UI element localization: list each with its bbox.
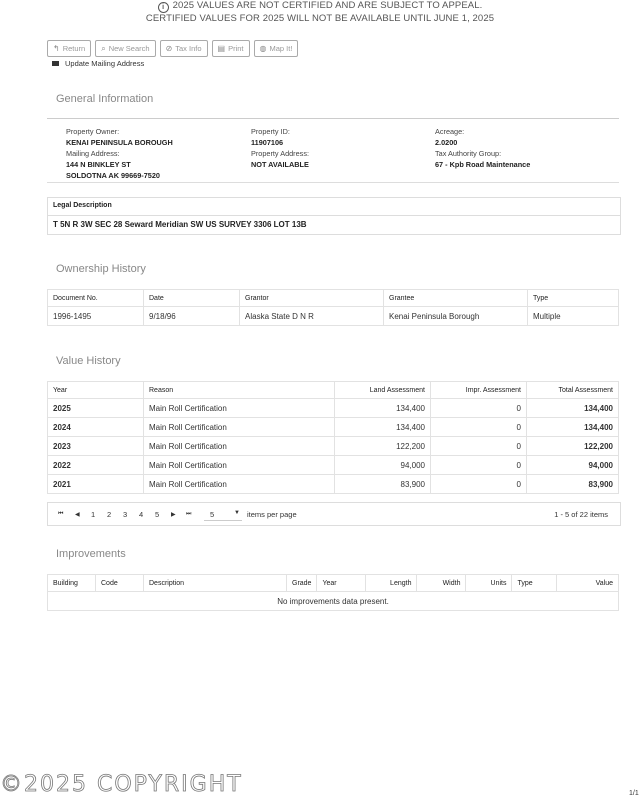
col-header: Value (557, 575, 619, 592)
value-history-title: Value History (56, 355, 121, 367)
caret-down-icon: ▼ (234, 510, 240, 516)
col-header: Date (144, 290, 240, 307)
col-header: Document No. (48, 290, 144, 307)
mailing-label: Mailing Address: (66, 149, 120, 158)
general-info-title: General Information (56, 93, 154, 105)
cell: 2022 (48, 456, 144, 475)
next-page-button[interactable]: ▶ (171, 512, 176, 518)
acreage-value: 2.0200 (435, 138, 458, 147)
last-page-button[interactable]: ⏭ (186, 511, 192, 517)
cell: Multiple (528, 307, 619, 326)
appeal-notice (0, 0, 640, 13)
table-row (48, 437, 619, 456)
globe-icon: ◍ (259, 44, 267, 53)
col-header: Length (366, 575, 417, 592)
cell: 134,400 (527, 399, 619, 418)
cell: 1996-1495 (48, 307, 144, 326)
col-header: Units (466, 575, 512, 592)
cell: 94,000 (335, 456, 431, 475)
table-row (48, 592, 619, 611)
arrow-left-icon: ↰ (53, 44, 60, 53)
table-row (48, 307, 619, 326)
info-icon: i (158, 2, 169, 13)
divider (47, 182, 619, 183)
cell: 0 (431, 475, 527, 494)
cell: Alaska State D N R (240, 307, 384, 326)
per-page-label: items per page (247, 510, 297, 519)
map-button[interactable]: ◍ Map It! (254, 40, 299, 57)
tax-icon: ⊘ (165, 44, 173, 53)
page-3-button[interactable]: 3 (123, 510, 128, 519)
tax-authority-value: 67 - Kpb Road Maintenance (435, 160, 531, 169)
legal-text: T 5N R 3W SEC 28 Seward Meridian SW US SURVEY 3306 LOT 13B (53, 220, 307, 229)
new-search-button[interactable]: ⌕ New Search (95, 40, 155, 57)
property-id-value: 11907106 (251, 138, 284, 147)
mailing-line-1: 144 N BINKLEY ST (66, 160, 131, 169)
cell: 122,200 (527, 437, 619, 456)
col-header: Impr. Assessment (431, 382, 527, 399)
cell: 134,400 (335, 418, 431, 437)
col-header: Year (317, 575, 366, 592)
ownership-title: Ownership History (56, 263, 146, 275)
page-4-button[interactable]: 4 (139, 510, 144, 519)
cell: 2024 (48, 418, 144, 437)
acreage-label: Acreage: (435, 127, 465, 136)
cell: 2023 (48, 437, 144, 456)
per-page-select[interactable]: 5 ▼ (204, 506, 242, 521)
col-header: Grantor (240, 290, 384, 307)
cell: 2025 (48, 399, 144, 418)
update-mailing-link[interactable]: Update Mailing Address (52, 59, 144, 68)
improvements-table (47, 574, 619, 611)
first-page-button[interactable]: ⏮ (58, 511, 64, 517)
table-row (48, 456, 619, 475)
divider (47, 118, 619, 119)
col-header: Code (96, 575, 144, 592)
col-header: Land Assessment (335, 382, 431, 399)
print-button[interactable]: ▤ Print (212, 40, 250, 57)
table-row (48, 418, 619, 437)
improvements-title: Improvements (56, 548, 126, 560)
col-header: Description (144, 575, 287, 592)
table-row (48, 399, 619, 418)
col-header: Building (48, 575, 96, 592)
tax-info-button[interactable]: ⊘ Tax Info (160, 40, 208, 57)
legal-description (47, 197, 621, 235)
col-header: Year (48, 382, 144, 399)
property-address-label: Property Address: (251, 149, 309, 158)
cell: 0 (431, 418, 527, 437)
col-header: Total Assessment (527, 382, 619, 399)
search-icon: ⌕ (101, 43, 106, 53)
cell: 134,400 (527, 418, 619, 437)
col-header: Grade (287, 575, 317, 592)
cell: 0 (431, 456, 527, 475)
page-2-button[interactable]: 2 (107, 510, 112, 519)
ownership-table (47, 289, 619, 326)
page-5-button[interactable]: 5 (155, 510, 160, 519)
value-history-table (47, 381, 619, 494)
cell: 9/18/96 (144, 307, 240, 326)
cell: Kenai Peninsula Borough (384, 307, 528, 326)
return-button[interactable]: ↰ Return (47, 40, 91, 57)
cell: 0 (431, 399, 527, 418)
cell: 134,400 (335, 399, 431, 418)
empty-message: No improvements data present. (48, 592, 619, 611)
cell: 122,200 (335, 437, 431, 456)
page-number: 1/1 (629, 790, 639, 797)
property-address-value: NOT AVAILABLE (251, 160, 309, 169)
envelope-icon (52, 61, 59, 66)
toolbar (47, 40, 298, 57)
col-header: Type (528, 290, 619, 307)
cell: 94,000 (527, 456, 619, 475)
owner-label: Property Owner: (66, 127, 120, 136)
col-header: Type (512, 575, 557, 592)
prev-page-button[interactable]: ◀ (75, 512, 80, 518)
col-header: Width (417, 575, 466, 592)
page-1-button[interactable]: 1 (91, 510, 96, 519)
cell: Main Roll Certification (144, 437, 335, 456)
pager-summary: 1 - 5 of 22 items (554, 510, 608, 519)
cell: Main Roll Certification (144, 399, 335, 418)
cell: Main Roll Certification (144, 475, 335, 494)
certified-notice: CERTIFIED VALUES FOR 2025 WILL NOT BE AVAILABLE UNTIL JUNE 1, 2025 (145, 13, 495, 24)
copyright-watermark: ©2025 COPYRIGHT (0, 772, 243, 797)
cell: 83,900 (527, 475, 619, 494)
col-header: Reason (144, 382, 335, 399)
legal-header: Legal Description (48, 198, 620, 216)
col-header: Grantee (384, 290, 528, 307)
mailing-line-2: SOLDOTNA AK 99669-7520 (66, 171, 160, 180)
pager (47, 502, 621, 526)
notice-line-1: 2025 VALUES ARE NOT CERTIFIED AND ARE SUBJECT TO APPEAL. (172, 0, 483, 11)
property-id-label: Property ID: (251, 127, 290, 136)
cell: 2021 (48, 475, 144, 494)
cell: 83,900 (335, 475, 431, 494)
owner-value: KENAI PENINSULA BOROUGH (66, 138, 173, 147)
tax-authority-label: Tax Authority Group: (435, 149, 502, 158)
cell: Main Roll Certification (144, 456, 335, 475)
cell: Main Roll Certification (144, 418, 335, 437)
table-row (48, 475, 619, 494)
cell: 0 (431, 437, 527, 456)
print-icon: ▤ (217, 44, 226, 53)
